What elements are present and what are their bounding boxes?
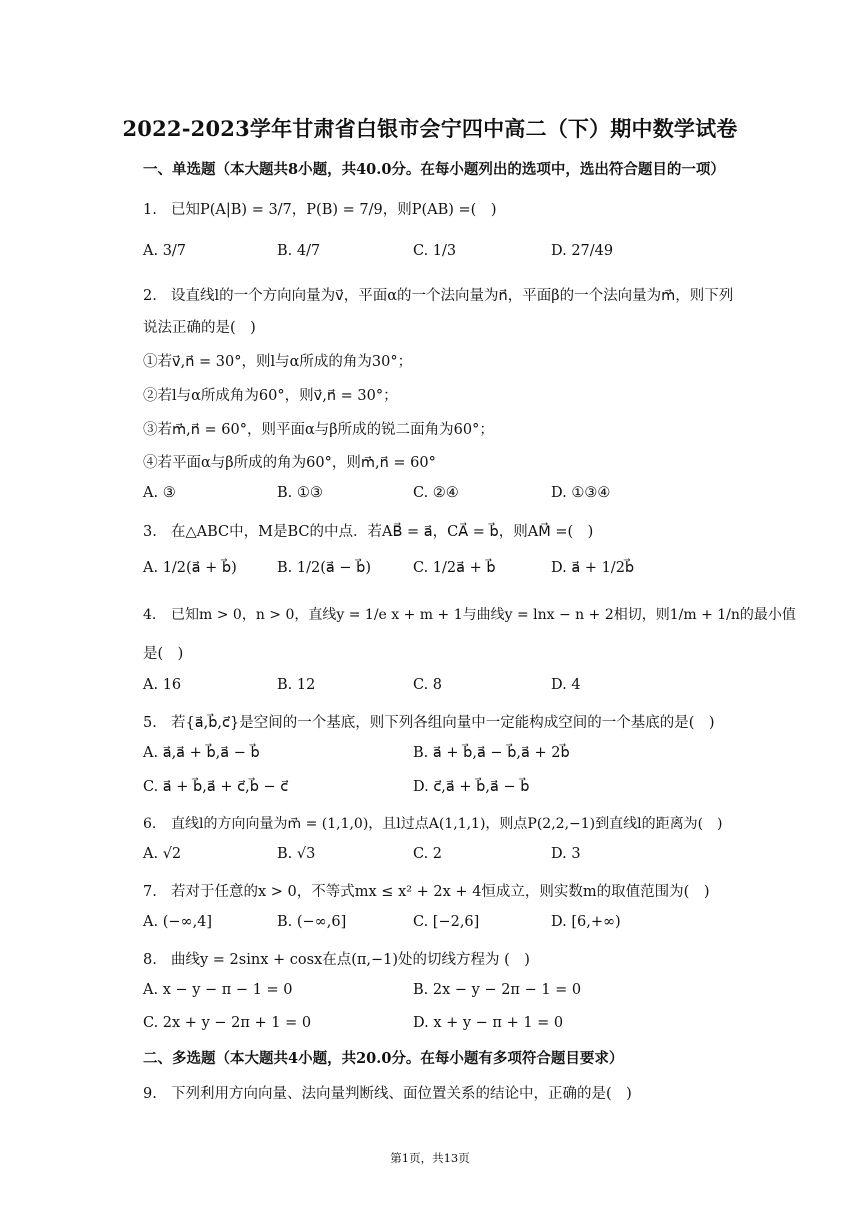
- q8-option-c: C. 2x + y − 2π + 1 = 0: [143, 1015, 312, 1031]
- question-1: [143, 198, 497, 219]
- q4-option-a: A. 16: [143, 677, 182, 693]
- q8-option-b: B. 2x − y − 2π − 1 = 0: [413, 982, 582, 998]
- q7-option-c: C. [−2,6]: [413, 914, 480, 930]
- q1-option-c: C. 1/3: [413, 243, 457, 259]
- q6-option-a: A. √2: [143, 846, 182, 862]
- q5-option-d: D. c⃗,a⃗ + b⃗,a⃗ − b⃗: [413, 779, 530, 795]
- question-stem: 在△ABC中，M是BC的中点．若AB⃗ = a⃗，CA⃗ = b⃗，则AM⃗ =( ): [171, 524, 594, 540]
- q6-option-d: D. 3: [551, 846, 581, 862]
- question-4: [143, 604, 796, 624]
- q2-option-b: B. ①③: [277, 485, 323, 501]
- question-stem: 曲线y = 2sinx + cosx在点(π,−1)处的切线方程为 ( ): [171, 952, 530, 968]
- question-stem: 若{a⃗,b⃗,c⃗}是空间的一个基底，则下列各组向量中一定能构成空间的一个基底的是( ): [171, 715, 715, 731]
- question-number: 4.: [143, 607, 157, 623]
- question-6: [143, 813, 723, 833]
- q3-option-a: A. 1/2(a⃗ + b⃗): [143, 560, 237, 576]
- q7-option-b: B. (−∞,6]: [277, 914, 347, 930]
- q1-option-d: D. 27/49: [551, 243, 614, 259]
- q7-option-d: D. [6,+∞): [551, 914, 621, 930]
- q5-option-c: C. a⃗ + b⃗,a⃗ + c⃗,b⃗ − c⃗: [143, 779, 289, 795]
- question-number: 8.: [143, 952, 157, 968]
- q6-option-c: C. 2: [413, 846, 443, 862]
- q3-option-d: D. a⃗ + 1/2b⃗: [551, 560, 635, 576]
- question-5: [143, 711, 715, 732]
- q8-option-a: A. x − y − π − 1 = 0: [143, 982, 293, 998]
- question-7: [143, 880, 709, 901]
- question-number: 9.: [143, 1086, 157, 1102]
- q2-option-c: C. ②④: [413, 485, 459, 501]
- question-2: [143, 284, 733, 305]
- q4-option-c: C. 8: [413, 677, 443, 693]
- question-3: [143, 520, 593, 541]
- section-heading-single-choice: 一、单选题（本大题共8小题，共40.0分。在每小题列出的选项中，选出符合题目的一项）: [143, 161, 725, 178]
- question-stem: 已知m > 0，n > 0，直线y = 1/e x + m + 1与曲线y = lnx − n + 2相切，则1/m + 1/n的最小值: [171, 607, 796, 623]
- question-number: 5.: [143, 715, 157, 731]
- question-number: 7.: [143, 884, 157, 900]
- q5-option-a: A. a⃗,a⃗ + b⃗,a⃗ − b⃗: [143, 745, 260, 761]
- q4-option-d: D. 4: [551, 677, 581, 693]
- q2-statement-4: ④若平面α与β所成的角为60°，则m⃗,n⃗ = 60°: [143, 455, 436, 471]
- question-number: 3.: [143, 524, 157, 540]
- question-9: [143, 1082, 632, 1103]
- question-number: 2.: [143, 288, 157, 304]
- q2-statement-2: ②若l与α所成角为60°，则v⃗,n⃗ = 30°；: [143, 388, 398, 404]
- q1-option-a: A. 3/7: [143, 243, 187, 259]
- q7-option-a: A. (−∞,4]: [143, 914, 213, 930]
- q1-option-b: B. 4/7: [277, 243, 321, 259]
- question-8: [143, 948, 530, 969]
- question-stem: 直线l的方向向量为m⃗ = (1,1,0)，且l过点A(1,1,1)，则点P(2,2,−1)到直线l的距离为( ): [171, 816, 723, 832]
- page-footer: 第1页，共13页: [390, 1151, 470, 1165]
- q2-option-d: D. ①③④: [551, 485, 611, 501]
- question-stem: 已知P(A|B) = 3/7，P(B) = 7/9，则P(AB) =( ): [171, 202, 497, 218]
- question-number: 6.: [143, 816, 157, 832]
- question-4-continued: 是( ): [143, 646, 184, 662]
- q2-option-a: A. ③: [143, 485, 176, 501]
- question-stem: 若对于任意的x > 0，不等式mx ≤ x² + 2x + 4恒成立，则实数m的取值范围为( ): [171, 884, 710, 900]
- question-stem: 下列利用方向向量、法向量判断线、面位置关系的结论中，正确的是( ): [171, 1086, 632, 1102]
- q3-option-b: B. 1/2(a⃗ − b⃗): [277, 560, 371, 576]
- q2-statement-3: ③若m⃗,n⃗ = 60°，则平面α与β所成的锐二面角为60°；: [143, 422, 494, 438]
- page-title: 2022-2023学年甘肃省白银市会宁四中高二（下）期中数学试卷: [122, 116, 738, 141]
- q4-option-b: B. 12: [277, 677, 316, 693]
- question-stem: 设直线l的一个方向向量为v⃗，平面α的一个法向量为n⃗，平面β的一个法向量为m⃗，则下列: [171, 288, 734, 304]
- question-2-continued: 说法正确的是( ): [143, 320, 256, 336]
- q8-option-d: D. x + y − π + 1 = 0: [413, 1015, 564, 1031]
- section-heading-multiple-choice: 二、多选题（本大题共4小题，共20.0分。在每小题有多项符合题目要求）: [143, 1050, 624, 1067]
- q5-option-b: B. a⃗ + b⃗,a⃗ − b⃗,a⃗ + 2b⃗: [413, 745, 570, 761]
- question-number: 1.: [143, 202, 157, 218]
- q6-option-b: B. √3: [277, 846, 316, 862]
- q3-option-c: C. 1/2a⃗ + b⃗: [413, 560, 496, 576]
- q2-statement-1: ①若v⃗,n⃗ = 30°，则l与α所成的角为30°；: [143, 354, 413, 370]
